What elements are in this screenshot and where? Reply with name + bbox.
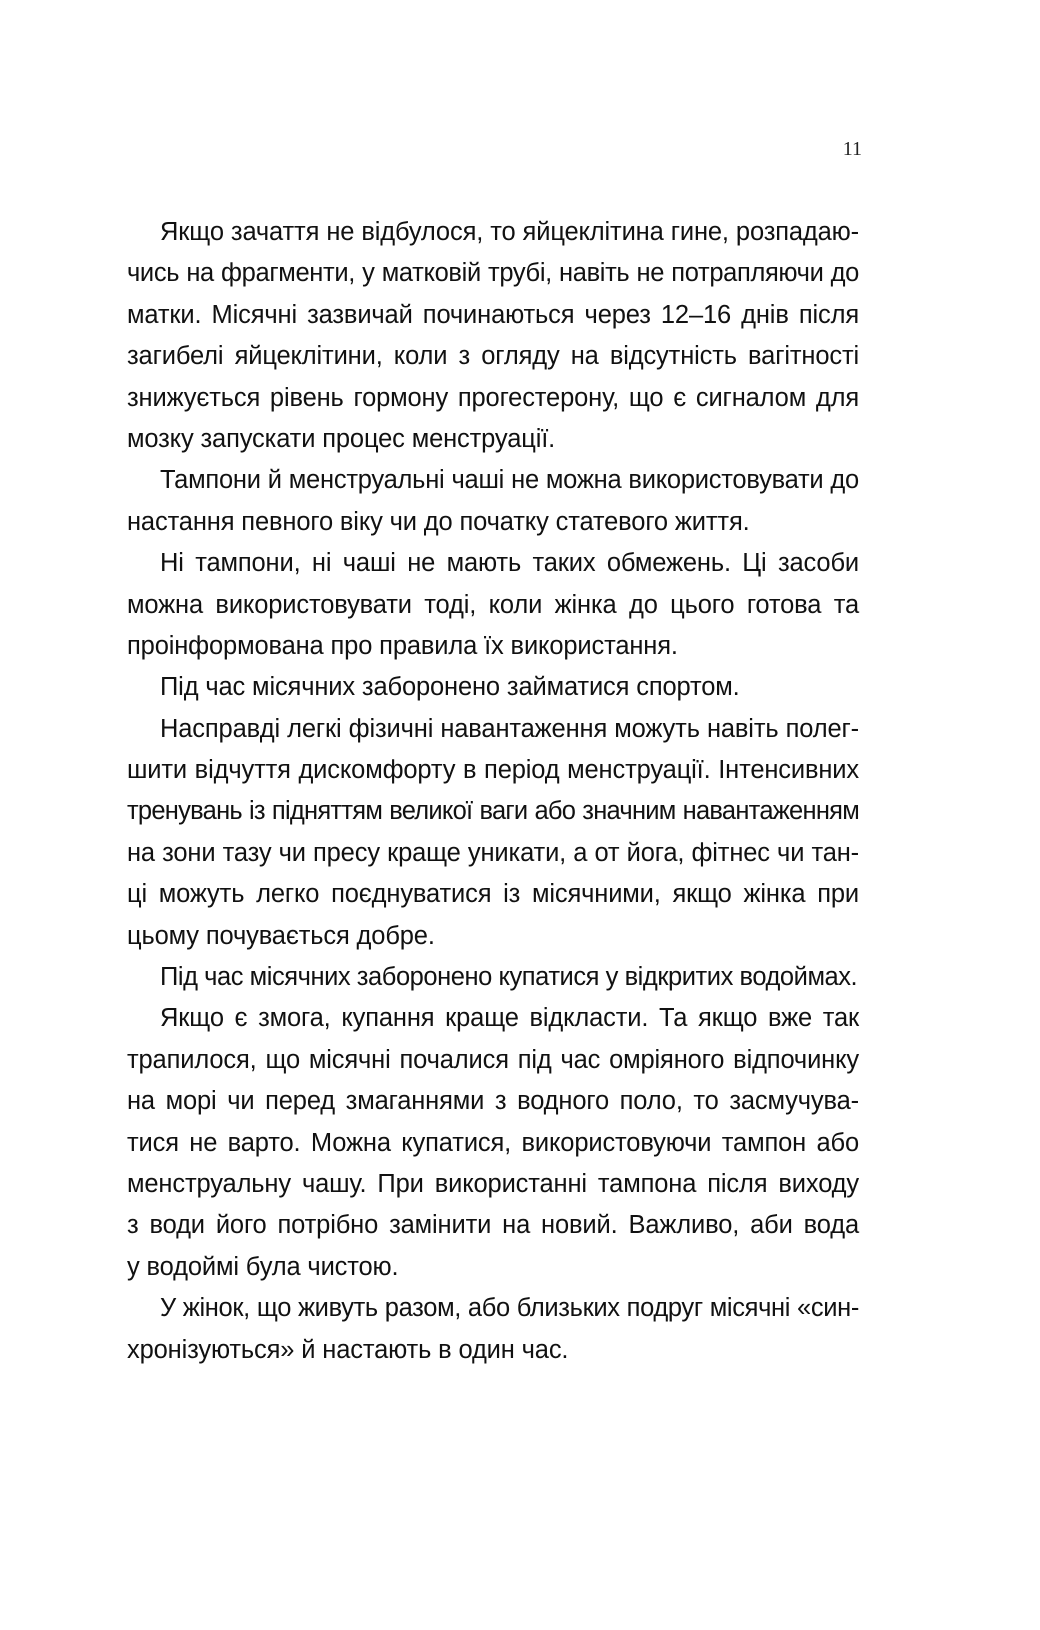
text-line: Під час місячних заборонено займатися спортом. — [160, 673, 740, 702]
text-line: менструальну чашу. При використанні тампона після виходу — [127, 1169, 859, 1198]
text-line: у водоймі була чистою. — [127, 1252, 399, 1281]
text-line: з води його потрібно замінити на новий. Важливо, аби вода — [127, 1211, 859, 1240]
text-line: цьому почувається добре. — [127, 921, 435, 950]
text-line: хронізуються» й настають в один час. — [127, 1335, 569, 1364]
text-line: Ні тампони, ні чаші не мають таких обмежень. Ці засоби — [160, 549, 859, 578]
text-line: Тампони й менструальні чаші не можна використовувати до — [160, 466, 859, 495]
text-line: мозку запускати процес менструації. — [127, 424, 556, 453]
text-line: ці можуть легко поєднуватися із місячними, якщо жінка при — [127, 880, 859, 909]
text-line: матки. Місячні зазвичай починаються через 12–16 днів після — [127, 300, 859, 329]
text-line: чись на фрагменти, у матковій трубі, навіть не потрапляючи до — [127, 259, 859, 288]
body-text — [127, 212, 859, 1371]
text-line: можна використовувати тоді, коли жінка до цього готова та — [127, 590, 859, 619]
text-line: Якщо є змога, купання краще відкласти. Та якщо вже так — [160, 1004, 859, 1033]
text-line: на зони тазу чи пресу краще уникати, а от йога, фітнес чи тан- — [127, 838, 859, 867]
text-line: проінформована про правила їх використання. — [127, 631, 678, 660]
text-line: шити відчуття дискомфорту в період менструації. Інтенсивних — [127, 756, 859, 785]
text-line: загибелі яйцеклітини, коли з огляду на відсутність вагітності — [127, 342, 859, 371]
text-line: тися не варто. Можна купатися, використовуючи тампон або — [127, 1128, 859, 1157]
text-line: Під час місячних заборонено купатися у відкритих водоймах. — [160, 963, 858, 992]
text-line: трапилося, що місячні почалися під час омріяного відпочинку — [127, 1045, 859, 1074]
page-number: 11 — [842, 138, 862, 160]
text-line: тренувань із підняттям великої ваги або значним навантаженням — [127, 797, 859, 826]
text-line: знижується рівень гормону прогестерону, що є сигналом для — [127, 383, 859, 412]
text-line: Насправді легкі фізичні навантаження можуть навіть полег- — [160, 714, 859, 743]
text-line: У жінок, що живуть разом, або близьких подруг місячні «син- — [160, 1294, 859, 1323]
text-line: настання певного віку чи до початку статевого життя. — [127, 507, 750, 536]
text-line: Якщо зачаття не відбулося, то яйцеклітина гине, розпадаю- — [160, 218, 859, 246]
text-line: на морі чи перед змаганнями з водного поло, то засмучува- — [127, 1087, 859, 1116]
